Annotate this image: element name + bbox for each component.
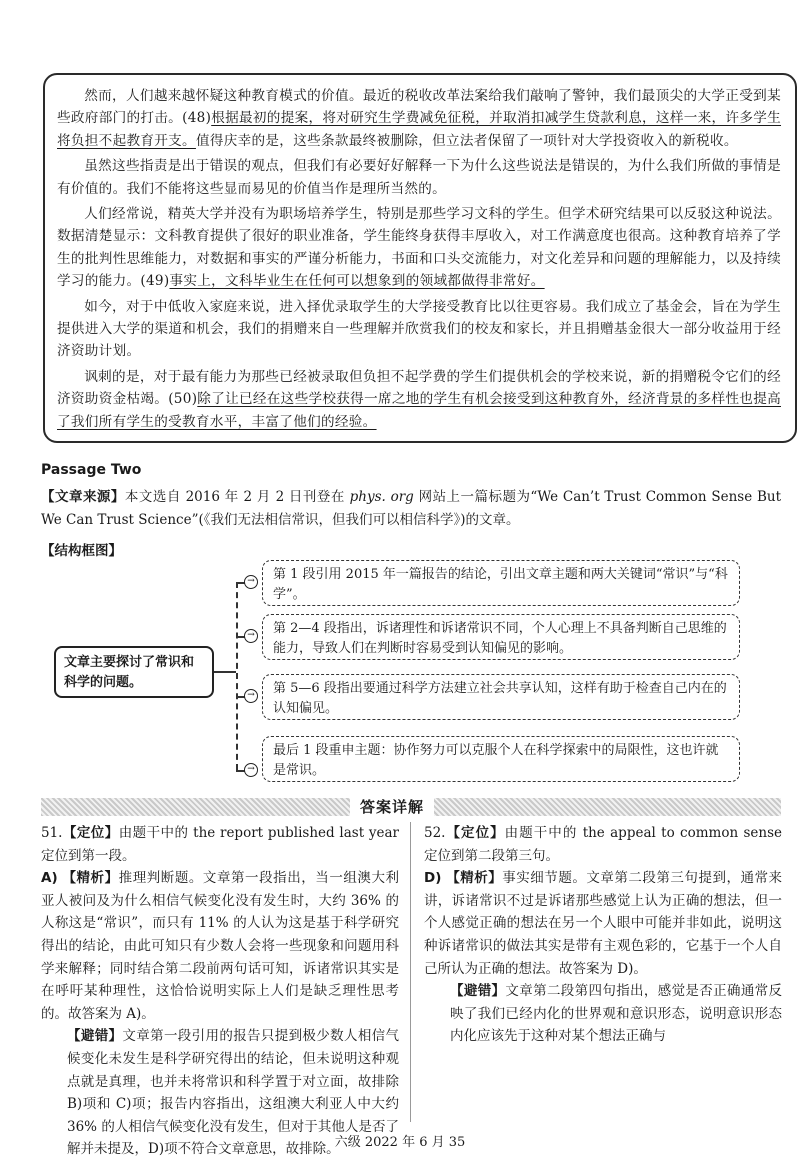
underlined-sentence: 事实上，文科毕业生在任何可以想象到的领域都做得非常好。 <box>169 273 545 290</box>
underlined-sentence: 根据最初的提案，将对研究生学费减免征税，并取消扣减学生贷款利息，这样一来，许多学生将负担不起教育开支。 <box>57 110 782 149</box>
text: 事实细节题。文章第二段第三句提到，通常来讲，诉诸常识不过是诉诸那些感觉上认为正确的想法，但一个人感觉正确的想法在另一个人眼中可能并非如此，说明这种诉诸常识的做法其实是带有主观色彩的，它基于一个人自己所认为正确的想法。故答案为 D)。 <box>424 870 783 977</box>
passage-title: Passage Two <box>41 462 142 478</box>
structure-node: 第 2—4 段指出，诉诸理性和诉诸常识不同，个人心理上不具备判断自己思维的能力，导致人们在判断时容易受到认知偏见的影响。 <box>262 614 740 660</box>
source-label: 【文章来源】 <box>41 489 125 505</box>
text: 推理判断题。文章第一段指出，当一组澳大利亚人被问及为什么相信气候变化没有发生时，大约 36% 的人称这是“常识”，而只有 11% 的人认为这是基于科学研究得出的结论，由此可知只有少数人会将一些现象和问题用科学来解释；同时结合第二段前两句话可知，诉诸常识其实是在呼吁某种理性，这恰恰说明实际上人们是缺乏理性思考的。故答案为 A)。 <box>41 870 400 1022</box>
q52-wrong-options <box>424 980 782 1048</box>
translation-paragraph: 虽然这些指责是出于错误的观点，但我们有必要好好解释一下为什么这些说法是错误的，为什么我们所做的事情是有价值的。我们不能将这些显而易见的价值当作是理所当然的。 <box>57 158 781 197</box>
translation-paragraph: 如今，对于中低收入家庭来说，进入择优录取学生的大学接受教育比以往更容易。我们成立了基金会，旨在为学生提供进入大学的渠道和机会，我们的捐赠来自一些理解并欣赏我们的校友和家长，并且捐赠基金很大一部分收益用于经济资助计划。 <box>57 298 781 360</box>
question-marker: (48) <box>182 110 212 127</box>
structure-node: 第 1 段引用 2015 年一篇报告的结论，引出文章主题和两大关键词“常识”与“科学”。 <box>262 560 740 606</box>
text: 文章第二段第四句指出，感觉是否正确通常反映了我们已经内化的世界观和意识形态，说明意识形态内化应该先于这种对某个想法正确与 <box>450 983 783 1045</box>
answer-letter: A) <box>41 870 58 887</box>
question-number: 52. <box>424 825 446 841</box>
q51-analysis <box>41 867 399 1025</box>
text: 网站上一篇标题为“We Can’t Trust Common Sense But We Can Trust Science”(《我们无法相信常识，但我们可以相信科学》)的文章。 <box>41 489 782 528</box>
tag: 【定位】 <box>62 825 119 841</box>
text: 文章第一段引用的报告只提到极少数人相信气候变化未发生是科学研究得出的结论，但未说明这种观点就是真理，也并未将常识和科学置于对立面，故排除 B)项和 C)项；报告内容指出，这组澳大利亚人中大约 36% 的人相信气候变化没有发生，但对于其他人是否了解并未提及，D)项不符合文章意思，故排除。 <box>67 1028 400 1158</box>
arrow-icon: → <box>244 629 258 643</box>
arrow-icon: → <box>244 689 258 703</box>
answers-header: 答案详解 <box>350 796 434 817</box>
source-site: phys. org <box>349 489 414 505</box>
question-marker: (50) <box>168 391 198 408</box>
text: 由题干中的 the appeal to common sense 定位到第二段第三句。 <box>424 825 782 864</box>
underlined-sentence: 除了让已经在这些学校获得一席之地的学生有机会接受到这种教育外，经济背景的多样性也提高了我们所有学生的受教育水平，丰富了他们的经验。 <box>57 391 781 430</box>
translation-box <box>43 73 797 443</box>
answer-letter: D) <box>424 870 442 887</box>
connector-line <box>214 671 236 673</box>
question-marker: (49) <box>140 273 170 290</box>
q51-location <box>41 822 399 867</box>
text: 由题干中的 the report published last year 定位到第一段。 <box>41 825 399 864</box>
arrow-icon: → <box>244 763 258 777</box>
structure-main-topic: 文章主要探讨了常识和科学的问题。 <box>54 646 214 698</box>
text: 然而，人们越来越怀疑这种教育模式的价值。最近的税收改革法案给我们敲响了警钟，我们最顶尖的大学正受到某些政府部门的打击。 <box>57 88 781 127</box>
structure-node: 第 5—6 段指出要通过科学方法建立社会共享认知，这样有助于检查自己内在的认知偏见。 <box>262 674 740 720</box>
question-number: 51. <box>41 825 63 841</box>
text: 值得庆幸的是，这些条款最终被删除，但立法者保留了一项针对大学投资收入的新税收。 <box>195 132 738 149</box>
tag: 【避错】 <box>450 983 506 1000</box>
structure-title: 【结构框图】 <box>41 543 122 559</box>
translation-paragraph <box>57 203 781 293</box>
column-divider <box>410 822 411 1122</box>
text: 本文选自 2016 年 2 月 2 日刊登在 <box>124 489 350 505</box>
article-source <box>41 486 781 532</box>
text: 讽刺的是，对于最有能力为那些已经被录取但负担不起学费的学生们提供机会的学校来说，新的捐赠税令它们的经济资助资金枯竭。 <box>57 368 781 408</box>
tag: 【避错】 <box>67 1028 123 1045</box>
tag: 【精析】 <box>62 870 119 887</box>
tag: 【定位】 <box>445 825 505 841</box>
tag: 【精析】 <box>446 870 503 887</box>
text: 人们经常说，精英大学并没有为职场培养学生，特别是那些学习文科的学生。但学术研究结果可以反驳这种说法。数据清楚显示：文科教育提供了很好的职业准备，学生能终身获得丰厚收入，对工作满意度也很高。这种教育培养了学生的批判性思维能力，对数据和事实的严谨分析能力，书面和口头交流能力，对文化差异和问题的理解能力，以及持续学习的能力。 <box>57 206 781 290</box>
connector-spine <box>236 582 238 770</box>
structure-node: 最后 1 段重申主题：协作努力可以克服个人在科学探索中的局限性，这也许就是常识。 <box>262 736 740 782</box>
q52-analysis <box>424 867 782 980</box>
q52-location <box>424 822 782 867</box>
answers-right-column <box>424 822 782 1048</box>
page-footer: 六级 2022 年 6 月 35 <box>334 1135 466 1150</box>
translation-paragraph <box>57 85 781 152</box>
translation-paragraph <box>57 366 781 433</box>
answers-left-column <box>41 822 399 1161</box>
arrow-icon: → <box>244 575 258 589</box>
